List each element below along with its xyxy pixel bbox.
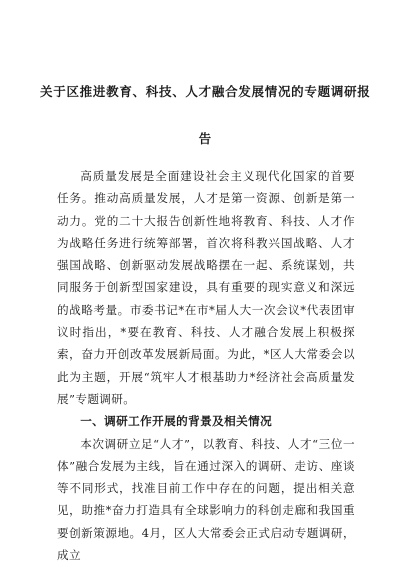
intro-paragraph: 高质量发展是全面建设社会主义现代化国家的首要任务。推动高质量发展，人才是第一资源、创新是第一动力。党的二十大报告创新性地将教育、科技、人才作为战略任务进行统筹部署，首次将科教兴国战略、人才强国战略、创新驱动发展战略摆在一起、系统谋划，共同服务于创新型国家建设，具有重要的现实意义和深远的战略考量。市委书记*在市*届人大一次会议*代表团审议时指出，*要在教育、科技、人才融合发展上积极探索，奋力开创改革发展新局面。为此，*区人大常委会以此为主题，开展“筑牢人才根基助力*经济社会高质量发展”专题调研。 [57,169,355,406]
document-body [57,165,355,566]
section-paragraph: 本次调研立足“人才”，以教育、科技、人才“三位一体”融合发展为主线，旨在通过深入的调研、走访、座谈等不同形式，找准目前工作中存在的问题，提出相关意见，助推*奋力打造具有全球影响力的科创走廊和我国重要创新策源地。4月，区人大常委会正式启动专题调研，成立 [57,436,355,563]
section-heading: 一、调研工作开展的背景及相关情况 [80,414,273,429]
document-title: 关于区推进教育、科技、人才融合发展情况的专题调研报告 [40,84,370,146]
